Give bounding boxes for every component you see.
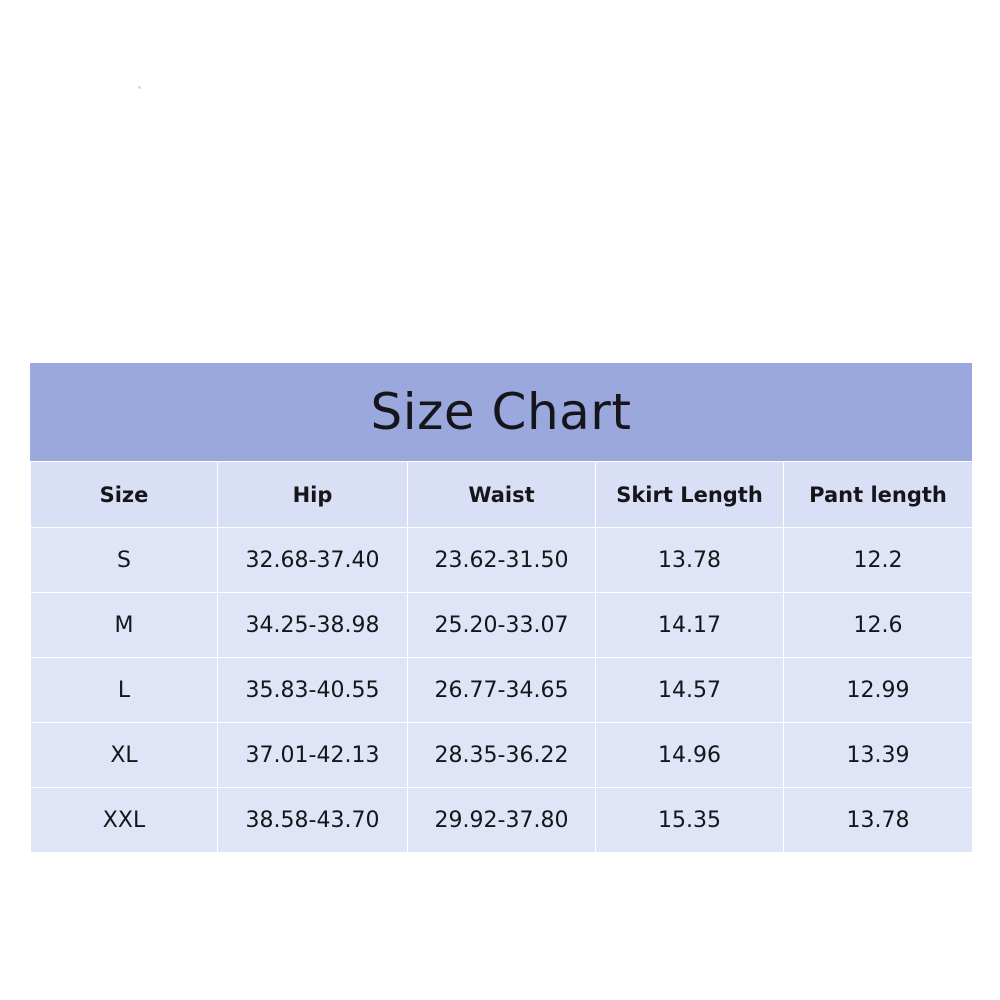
cell-hip: 37.01-42.13 [218,723,408,788]
cell-waist: 28.35-36.22 [408,723,596,788]
cell-hip: 35.83-40.55 [218,658,408,723]
cell-waist: 23.62-31.50 [408,528,596,593]
page-title: Size Chart [30,363,972,461]
table-row [31,723,973,788]
cell-pant-length: 12.2 [784,528,973,593]
cell-skirt-length: 13.78 [596,528,784,593]
cell-pant-length: 13.39 [784,723,973,788]
cell-size: S [31,528,218,593]
column-header-size: Size [31,462,218,528]
cell-hip: 34.25-38.98 [218,593,408,658]
cell-skirt-length: 14.57 [596,658,784,723]
column-header-skirt-length: Skirt Length [596,462,784,528]
cell-waist: 29.92-37.80 [408,788,596,853]
cell-hip: 38.58-43.70 [218,788,408,853]
cell-size: L [31,658,218,723]
cell-hip: 32.68-37.40 [218,528,408,593]
table-row [31,658,973,723]
cell-pant-length: 13.78 [784,788,973,853]
column-header-hip: Hip [218,462,408,528]
size-chart [30,363,972,853]
cell-pant-length: 12.6 [784,593,973,658]
cell-size: M [31,593,218,658]
cell-waist: 26.77-34.65 [408,658,596,723]
cell-size: XXL [31,788,218,853]
table-row [31,528,973,593]
size-chart-table [30,461,973,853]
cell-skirt-length: 15.35 [596,788,784,853]
table-header-row [31,462,973,528]
cell-pant-length: 12.99 [784,658,973,723]
cell-waist: 25.20-33.07 [408,593,596,658]
column-header-pant-length: Pant length [784,462,973,528]
cell-skirt-length: 14.17 [596,593,784,658]
cell-size: XL [31,723,218,788]
background-speck [138,86,141,89]
cell-skirt-length: 14.96 [596,723,784,788]
table-row [31,788,973,853]
column-header-waist: Waist [408,462,596,528]
table-row [31,593,973,658]
